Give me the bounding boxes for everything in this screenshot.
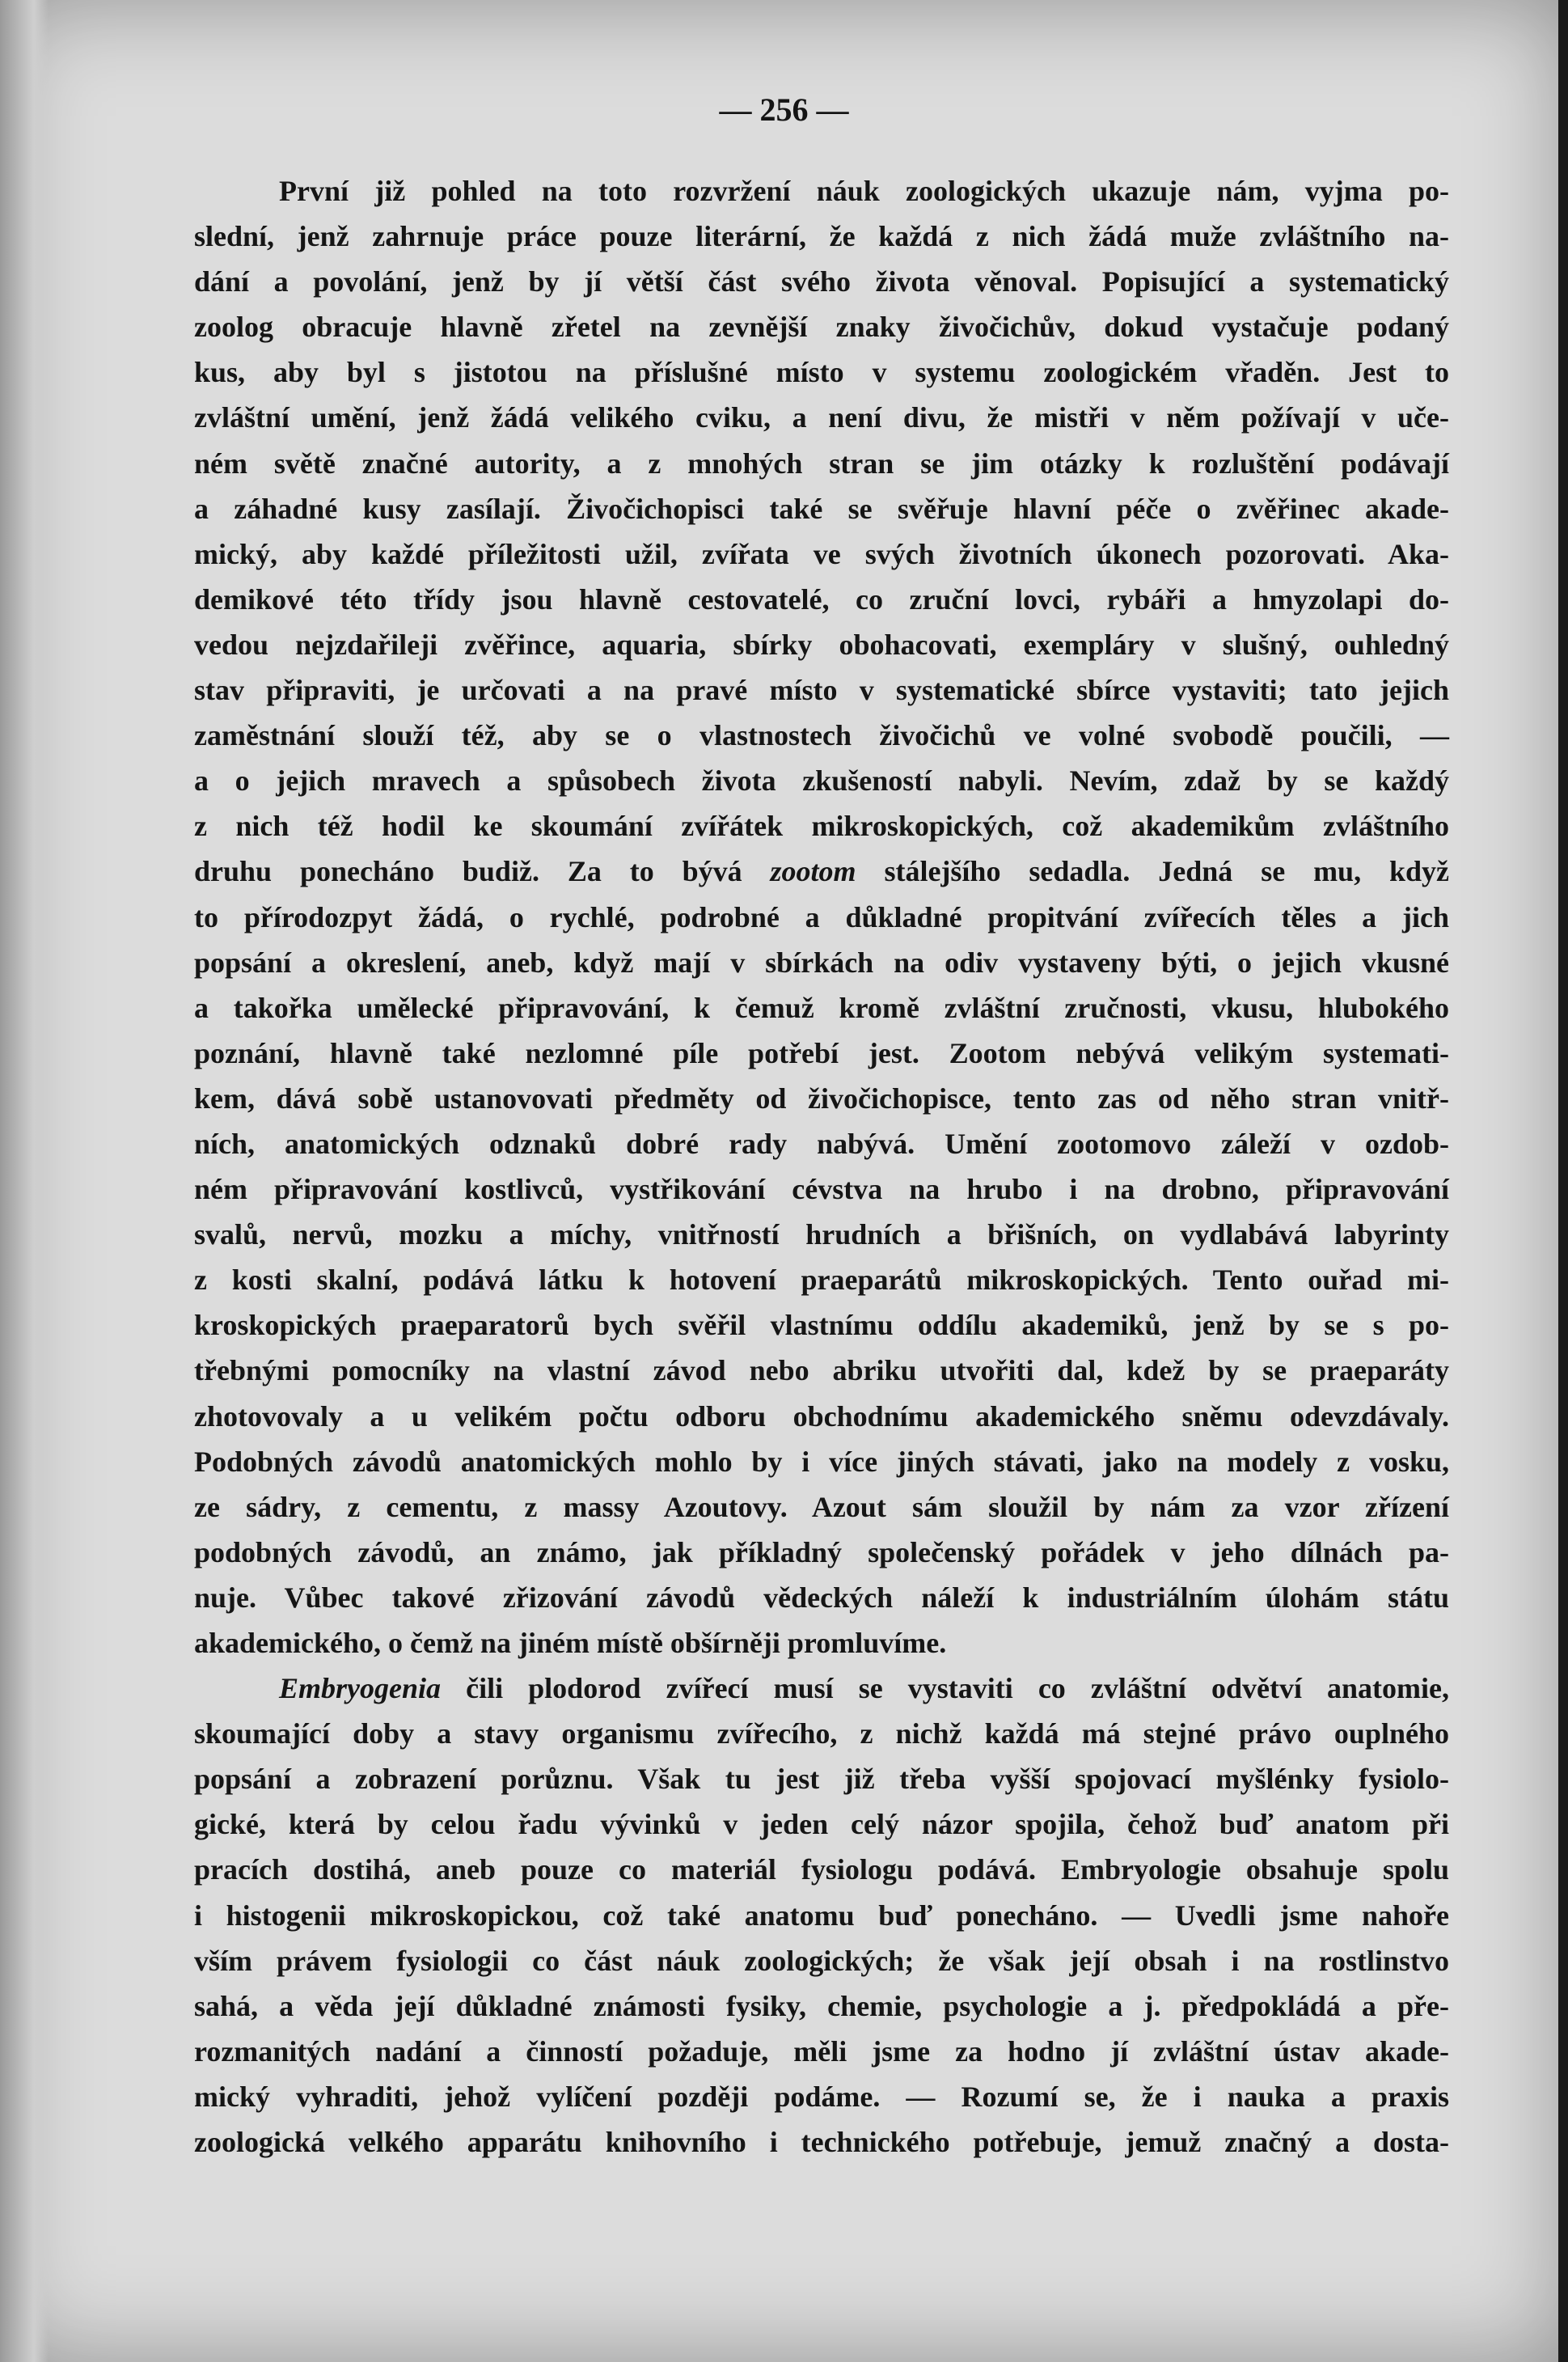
text-line (194, 1575, 1449, 1620)
text-line-content: rozmanitých nadání a činností požaduje, měli jsme za hodno jí zvláštní ústav akade- (194, 2034, 1449, 2068)
text-line-content: mický, aby každé příležitosti užil, zvířata ve svých životních úkonech pozorovati. Aka- (194, 537, 1449, 570)
text-line (194, 1756, 1449, 1801)
text-line-content: kem, dává sobě ustanovovati předměty od živočichopisce, tento zas od něho stran vnitř- (194, 1082, 1449, 1115)
text-line-content: gické, která by celou řadu vývinků v jeden celý názor spojila, čehož buď anatom při (194, 1808, 1449, 1841)
text-line-content: a o jejich mravech a spůsobech života zkušeností nabyli. Nevím, zdaž by se každý (194, 764, 1449, 798)
text-line (194, 1801, 1449, 1847)
text-line (194, 667, 1449, 713)
text-line (194, 940, 1449, 985)
text-line-content: nuje. Vůbec takové zřizování závodů vědeckých náleží k industriálním úlohám státu (194, 1581, 1449, 1614)
text-line (194, 1302, 1449, 1348)
page-number: — 256 — (719, 91, 849, 128)
text-line (194, 1983, 1449, 2029)
text-line-content: to přírodozpyt žádá, o rychlé, podrobné a důkladné propitvání zvířecích těles a jich (194, 900, 1449, 933)
text-line (194, 1121, 1449, 1166)
text-line-content: stav připraviti, je určovati a na pravé místo v systematické sbírce vystaviti; tato jejich (194, 674, 1449, 707)
body-text (194, 168, 1449, 2165)
text-line (194, 849, 1449, 894)
text-line-content: poznání, hlavně také nezlomné píle potřebí jest. Zootom nebývá velikým systemati- (194, 1036, 1449, 1069)
text-line-content: zhotovovaly a u velikém počtu odboru obchodnímu akademického sněmu odevzdávaly. (194, 1399, 1449, 1433)
text-line (194, 2119, 1449, 2165)
text-line (194, 2074, 1449, 2119)
text-line-content: popsání a okreslení, aneb, když mají v sbírkách na odiv vystaveny býti, o jejich vkusné (194, 946, 1449, 979)
text-line-content: dání a povolání, jenž by jí větší část svého života věnoval. Popisující a systematický (194, 265, 1449, 298)
text-line-content: skoumající doby a stavy organismu zvířecího, z nichž každá má stejné právo ouplného (194, 1717, 1449, 1750)
text-line-content: třebnými pomocníky na vlastní závod nebo abriku utvořiti dal, kdež by se praeparáty (194, 1354, 1449, 1387)
text-line-content: pracích dostihá, aneb pouze co materiál fysiologu podává. Embryologie obsahuje spolu (194, 1853, 1449, 1886)
text-line (194, 1938, 1449, 1983)
italic-term: Embryogenia (279, 1672, 442, 1705)
text-line (194, 1031, 1449, 1076)
text-line (194, 1348, 1449, 1393)
text-line-content: demikové této třídy jsou hlavně cestovatelé, co zruční lovci, rybáři a hmyzolapi do- (194, 582, 1449, 616)
text-line (194, 1893, 1449, 1938)
text-line-content: Podobných závodů anatomických mohlo by i více jiných stávati, jako na modely z vosku, (194, 1445, 1449, 1478)
text-line (194, 531, 1449, 577)
text-line-content: zoologická velkého apparátu knihovního i technického potřebuje, jemuž značný a dosta- (194, 2126, 1449, 2159)
text-line-content: vším právem fysiologii co část náuk zoologických; že však její obsah i na rostlinstvo (194, 1944, 1449, 1977)
text-line-content: ních, anatomických odznaků dobré rady nabývá. Umění zootomovo záleží v ozdob- (194, 1127, 1449, 1160)
text-line (194, 1394, 1449, 1439)
text-line-content: zaměstnání slouží též, aby se o vlastnostech živočichů ve volné svobodě poučili, — (194, 719, 1449, 752)
text-line-content: ném světě značné autority, a z mnohých stran se jim otázky k rozluštění podávají (194, 447, 1449, 480)
text-line (194, 1166, 1449, 1212)
text-line-content: sahá, a věda její důkladné známosti fysiky, chemie, psychologie a j. předpokládá a pře- (194, 1989, 1449, 2022)
text-line (194, 622, 1449, 667)
text-line (194, 259, 1449, 304)
text-line (194, 349, 1449, 395)
text-line-content: svalů, nervů, mozku a míchy, vnitřností hrudních a břišních, on vydlabává labyrinty (194, 1218, 1449, 1251)
text-line (194, 1620, 1449, 1666)
text-line-content: i histogenii mikroskopickou, což také anatomu buď ponecháno. — Uvedli jsme nahoře (194, 1898, 1449, 1932)
text-line-content: kroskopických praeparatorů bych svěřil vlastnímu oddílu akademiků, jenž by se s po- (194, 1309, 1449, 1342)
text-line (194, 1484, 1449, 1530)
text-line-content: akademického, o čemž na jiném místě obšírněji promluvíme. (194, 1627, 947, 1659)
text-line (194, 803, 1449, 849)
text-line (194, 1711, 1449, 1756)
text-line (194, 758, 1449, 803)
text-line-content: První již pohled na toto rozvržení náuk zoologických ukazuje nám, vyjma po- (279, 175, 1449, 207)
text-line (194, 214, 1449, 259)
text-line-content: druhu ponecháno budiž. Za to bývá (194, 855, 771, 888)
text-line (194, 441, 1449, 486)
text-line-content: kus, aby byl s jistotou na příslušné místo v systemu zoologickém vřaděn. Jest to (194, 356, 1449, 389)
text-line (194, 304, 1449, 349)
text-line (194, 895, 1449, 940)
text-line-content: podobných závodů, an známo, jak příkladný společenský pořádek v jeho dílnách pa- (194, 1535, 1449, 1568)
text-line (194, 713, 1449, 758)
text-line (194, 1076, 1449, 1121)
text-line-content: ze sádry, z cementu, z massy Azoutovy. Azout sám sloužil by nám za vzor zřízení (194, 1490, 1449, 1523)
text-line (194, 1257, 1449, 1302)
text-line-content: vedou nejzdařileji zvěřince, aquaria, sbírky obohacovati, exempláry v slušný, ouhledný (194, 628, 1449, 661)
page-spine-shadow (0, 0, 49, 2362)
italic-term: zootom (770, 855, 856, 888)
text-line-content: zoolog obracuje hlavně zřetel na zevnější znaky živočichův, dokud vystačuje podaný (194, 311, 1449, 344)
text-line (194, 395, 1449, 440)
text-line-content: mický vyhraditi, jehož vylíčení později podáme. — Rozumí se, že i nauka a praxis (194, 2080, 1449, 2113)
text-line (194, 1439, 1449, 1484)
text-line (194, 168, 1449, 214)
text-line-content: popsání a zobrazení porůznu. Však tu jest již třeba vyšší spojovací myšlénky fysiolo- (194, 1763, 1449, 1796)
text-line-content: stálejšího sedadla. Jedná se mu, když (856, 855, 1449, 888)
text-line (194, 486, 1449, 531)
text-line (194, 2029, 1449, 2074)
text-line (194, 1666, 1449, 1711)
text-line (194, 985, 1449, 1031)
text-line (194, 1530, 1449, 1575)
text-line-content: z nich též hodil ke skoumání zvířátek mikroskopických, což akademikům zvláštního (194, 810, 1449, 843)
text-line (194, 1847, 1449, 1892)
page-right-edge (1558, 0, 1568, 2362)
text-line-content: čili plodorod zvířecí musí se vystaviti co zvláštní odvětví anatomie, (441, 1672, 1449, 1705)
text-line-content: zvláštní umění, jenž žádá velikého cviku, a není divu, že mistři v něm požívají v uče- (194, 401, 1449, 434)
text-line-content: a záhadné kusy zasílají. Živočichopisci také se svěřuje hlavní péče o zvěřinec akade- (194, 492, 1449, 525)
text-line-content: z kosti skalní, podává látku k hotovení praeparátů mikroskopických. Tento ouřad mi- (194, 1264, 1449, 1297)
text-line (194, 577, 1449, 622)
text-line-content: slední, jenž zahrnuje práce pouze literární, že každá z nich žádá muže zvláštního na- (194, 220, 1449, 253)
text-line (194, 1212, 1449, 1257)
text-line-content: ném připravování kostlivců, vystřikování cévstva na hrubo i na drobno, připravování (194, 1173, 1449, 1206)
text-line-content: a takořka umělecké připravování, k čemuž kromě zvláštní zručnosti, vkusu, hlubokého (194, 991, 1449, 1024)
